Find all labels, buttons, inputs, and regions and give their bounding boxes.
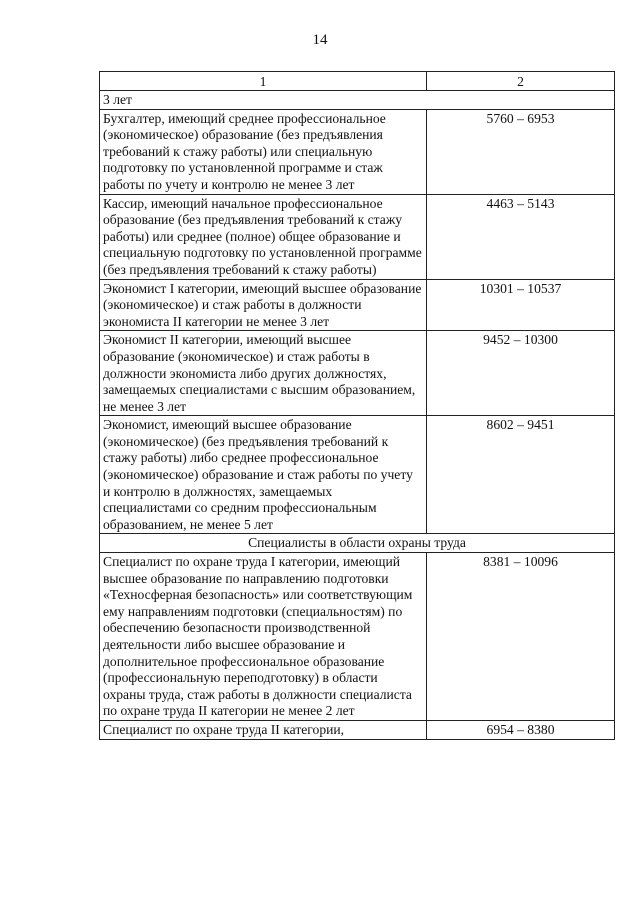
column-header-2: 2: [427, 72, 615, 91]
salary-table: [99, 71, 615, 740]
salary-cell: 6954 – 8380: [427, 720, 615, 739]
salary-cell: 4463 – 5143: [427, 194, 615, 279]
position-cell: Бухгалтер, имеющий среднее профессиональное (экономическое) образование (без предъявления требований к стажу работы) или специальную подготовку по установленной программе и стаж работы по учету и контролю не менее 3 лет: [100, 109, 427, 194]
table-row-continuation: [100, 91, 615, 110]
table-row: [100, 194, 615, 279]
position-cell: Экономист, имеющий высшее образование (экономическое) (без предъявления требований к стажу работы) либо среднее профессиональное (экономическое) образование и стаж работы по учету и контролю в должностях, замещаемых специалистами со средним профессиональным образованием, не менее 5 лет: [100, 416, 427, 534]
salary-cell: 8602 – 9451: [427, 416, 615, 534]
table-row: [100, 331, 615, 416]
continuation-text: 3 лет: [100, 91, 615, 110]
page-number: 14: [312, 32, 328, 48]
salary-cell: 9452 – 10300: [427, 331, 615, 416]
salary-cell: 5760 – 6953: [427, 109, 615, 194]
table-row: [100, 109, 615, 194]
table-row: [100, 416, 615, 534]
position-cell: Специалист по охране труда I категории, имеющий высшее образование по направлению подготовки «Техносферная безопасность» или соответствующим ему направлениям подготовки (специальностям) по обеспечению безопасности производственной деятельности либо высшее образование и дополнительное профессиональное образование (профессиональную переподготовку) в области охраны труда, стаж работы в должности специалиста по охране труда II категории не менее 2 лет: [100, 553, 427, 721]
table-row: [100, 279, 615, 331]
position-cell: Экономист I категории, имеющий высшее образование (экономическое) и стаж работы в должности экономиста II категории не менее 3 лет: [100, 279, 427, 331]
column-header-1: 1: [100, 72, 427, 91]
position-cell: Специалист по охране труда II категории,: [100, 720, 427, 739]
table-header-row: [100, 72, 615, 91]
section-title: Специалисты в области охраны труда: [100, 534, 615, 553]
section-row: [100, 534, 615, 553]
position-cell: Экономист II категории, имеющий высшее образование (экономическое) и стаж работы в должности экономиста либо других должностях, замещаемых специалистами с высшим образованием, не менее 3 лет: [100, 331, 427, 416]
table-row: [100, 553, 615, 721]
salary-cell: 8381 – 10096: [427, 553, 615, 721]
table-row: [100, 720, 615, 739]
position-cell: Кассир, имеющий начальное профессиональное образование (без предъявления требований к стажу работы) или среднее (полное) общее образование и специальную подготовку по установленной программе (без предъявления требований к стажу работы): [100, 194, 427, 279]
salary-cell: 10301 – 10537: [427, 279, 615, 331]
